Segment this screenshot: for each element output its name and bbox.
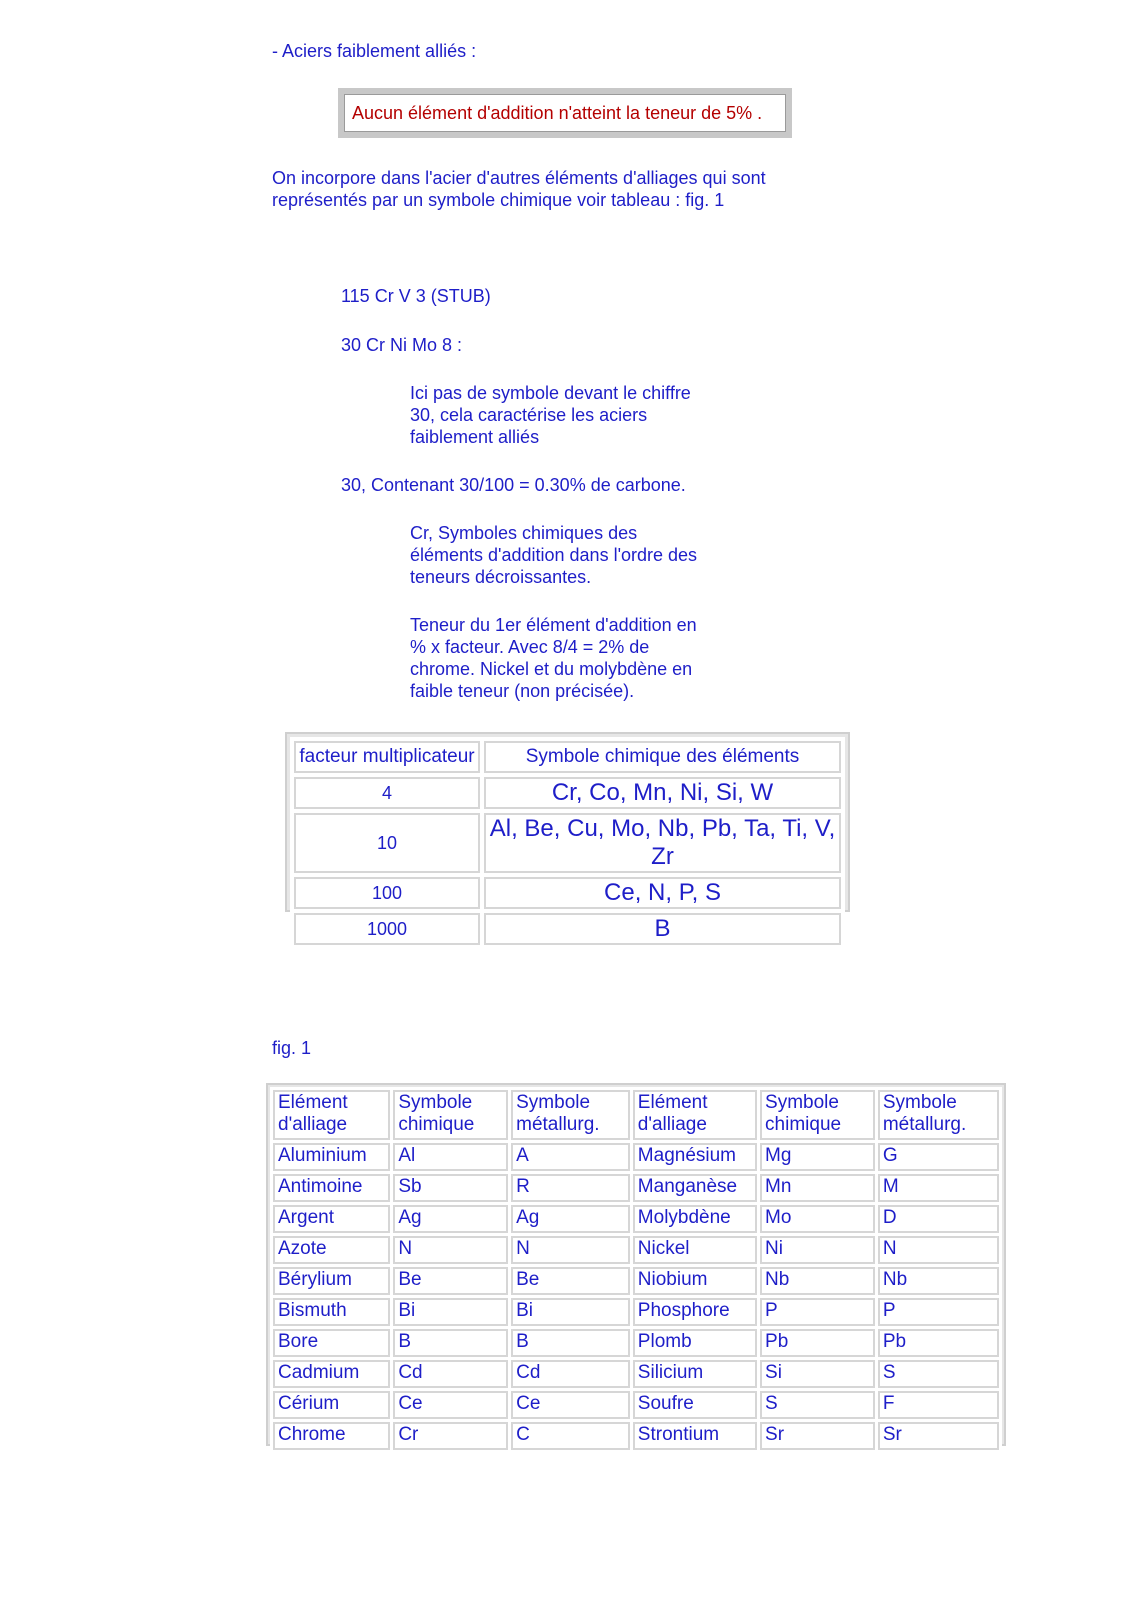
chem-symbol: Ce xyxy=(393,1391,508,1419)
factor-table-frame xyxy=(285,732,850,942)
intro-line: représentés par un symbole chimique voir tableau : fig. 1 xyxy=(272,190,725,210)
header-line: d'alliage xyxy=(278,1114,348,1135)
element-name: Antimoine xyxy=(273,1174,390,1202)
chem-symbol: B xyxy=(393,1329,508,1357)
element-name: Nickel xyxy=(633,1236,757,1264)
chem-symbol-header xyxy=(760,1090,875,1140)
met-symbol: Ag xyxy=(511,1205,630,1233)
chem-symbol: Sr xyxy=(760,1422,875,1450)
header-line: chimique xyxy=(765,1114,842,1135)
table-row xyxy=(273,1360,999,1388)
table-row xyxy=(273,1422,999,1450)
chem-symbol: Bi xyxy=(393,1298,508,1326)
met-symbol-header xyxy=(878,1090,999,1140)
factor-row xyxy=(294,777,841,809)
element-table xyxy=(270,1087,1002,1453)
element-name: Silicium xyxy=(633,1360,757,1388)
met-symbol: S xyxy=(878,1360,999,1388)
table-row xyxy=(273,1267,999,1295)
met-symbol: Cd xyxy=(511,1360,630,1388)
chem-symbol: Ag xyxy=(393,1205,508,1233)
note-no-symbol xyxy=(410,382,691,448)
met-symbol: C xyxy=(511,1422,630,1450)
element-name: Phosphore xyxy=(633,1298,757,1326)
table-row xyxy=(273,1329,999,1357)
met-symbol: G xyxy=(878,1143,999,1171)
element-name: Soufre xyxy=(633,1391,757,1419)
header-line: métallurg. xyxy=(516,1114,600,1135)
element-header xyxy=(273,1090,390,1140)
factor-row xyxy=(294,877,841,909)
chem-symbol-header xyxy=(393,1090,508,1140)
element-name: Bore xyxy=(273,1329,390,1357)
symbols-cell: Cr, Co, Mn, Ni, Si, W xyxy=(484,777,841,809)
section-heading: - Aciers faiblement alliés : xyxy=(272,41,477,61)
factor-cell: 100 xyxy=(294,877,480,909)
element-name: Niobium xyxy=(633,1267,757,1295)
met-symbol: P xyxy=(878,1298,999,1326)
symbols-header: Symbole chimique des éléments xyxy=(484,741,841,773)
element-name: Azote xyxy=(273,1236,390,1264)
table-row xyxy=(273,1298,999,1326)
chem-symbol: Mn xyxy=(760,1174,875,1202)
carbon-content: 30, Contenant 30/100 = 0.30% de carbone. xyxy=(341,475,686,495)
met-symbol: Be xyxy=(511,1267,630,1295)
table-row xyxy=(273,1236,999,1264)
note-line: faible teneur (non précisée). xyxy=(410,681,635,701)
met-symbol: Ce xyxy=(511,1391,630,1419)
chem-symbol: Mo xyxy=(760,1205,875,1233)
met-symbol: M xyxy=(878,1174,999,1202)
header-line: métallurg. xyxy=(882,1114,967,1135)
met-symbol: N xyxy=(511,1236,630,1264)
chem-symbol: P xyxy=(760,1298,875,1326)
met-symbol: A xyxy=(511,1143,630,1171)
element-table-header xyxy=(273,1090,999,1140)
chem-symbol: Nb xyxy=(760,1267,875,1295)
element-name: Strontium xyxy=(633,1422,757,1450)
note-line: éléments d'addition dans l'ordre des xyxy=(410,545,698,565)
element-table-frame xyxy=(266,1083,1006,1446)
element-name: Bérylium xyxy=(273,1267,390,1295)
header-line: d'alliage xyxy=(637,1114,707,1135)
example-crnimo: 30 Cr Ni Mo 8 : xyxy=(341,335,463,355)
element-name: Chrome xyxy=(273,1422,390,1450)
factor-row xyxy=(294,913,841,945)
note-line: % x facteur. Avec 8/4 = 2% de xyxy=(410,637,650,657)
intro-line: On incorpore dans l'acier d'autres éléments d'alliages qui sont xyxy=(272,168,766,188)
note-factor xyxy=(410,614,697,702)
symbols-cell: B xyxy=(484,913,841,945)
factor-table xyxy=(290,737,845,949)
header-line: Symbole xyxy=(398,1092,473,1113)
note-line: teneurs décroissantes. xyxy=(410,567,592,587)
chem-symbol: Al xyxy=(393,1143,508,1171)
met-symbol: Pb xyxy=(878,1329,999,1357)
chem-symbol: Be xyxy=(393,1267,508,1295)
element-name: Cadmium xyxy=(273,1360,390,1388)
symbols-cell: Al, Be, Cu, Mo, Nb, Pb, Ta, Ti, V, Zr xyxy=(484,813,841,873)
element-name: Argent xyxy=(273,1205,390,1233)
warning-box xyxy=(338,88,792,138)
chem-symbol: Si xyxy=(760,1360,875,1388)
met-symbol: Nb xyxy=(878,1267,999,1295)
chem-symbol: Cr xyxy=(393,1422,508,1450)
table-row xyxy=(273,1143,999,1171)
chem-symbol: Mg xyxy=(760,1143,875,1171)
factor-header: facteur multiplicateur xyxy=(294,741,480,773)
chem-symbol: Pb xyxy=(760,1329,875,1357)
table-row xyxy=(273,1205,999,1233)
chem-symbol: Ni xyxy=(760,1236,875,1264)
element-name: Manganèse xyxy=(633,1174,757,1202)
chem-symbol: Sb xyxy=(393,1174,508,1202)
symbols-cell: Ce, N, P, S xyxy=(484,877,841,909)
header-line: Elément xyxy=(637,1092,708,1113)
factor-cell: 4 xyxy=(294,777,480,809)
element-name: Molybdène xyxy=(633,1205,757,1233)
element-name: Magnésium xyxy=(633,1143,757,1171)
header-line: Symbole xyxy=(516,1092,591,1113)
element-name: Bismuth xyxy=(273,1298,390,1326)
note-symbols xyxy=(410,522,697,588)
factor-table-header xyxy=(294,741,841,773)
table-row xyxy=(273,1174,999,1202)
met-symbol: R xyxy=(511,1174,630,1202)
header-line: chimique xyxy=(398,1114,475,1135)
note-line: Cr, Symboles chimiques des xyxy=(410,523,638,543)
note-line: chrome. Nickel et du molybdène en xyxy=(410,659,693,679)
fig-label: fig. 1 xyxy=(272,1038,312,1058)
note-line: Teneur du 1er élément d'addition en xyxy=(410,615,697,635)
warning-text: Aucun élément d'addition n'atteint la teneur de 5% . xyxy=(344,94,786,132)
note-line: 30, cela caractérise les aciers xyxy=(410,405,648,425)
header-line: Symbole xyxy=(882,1092,957,1113)
met-symbol: F xyxy=(878,1391,999,1419)
met-symbol: D xyxy=(878,1205,999,1233)
chem-symbol: N xyxy=(393,1236,508,1264)
note-line: faiblement alliés xyxy=(410,427,540,447)
element-name: Plomb xyxy=(633,1329,757,1357)
chem-symbol: S xyxy=(760,1391,875,1419)
note-line: Ici pas de symbole devant le chiffre xyxy=(410,383,691,403)
intro-paragraph xyxy=(272,167,766,211)
factor-row xyxy=(294,813,841,873)
met-symbol-header xyxy=(511,1090,630,1140)
met-symbol: N xyxy=(878,1236,999,1264)
met-symbol: Bi xyxy=(511,1298,630,1326)
chem-symbol: Cd xyxy=(393,1360,508,1388)
factor-cell: 10 xyxy=(294,813,480,873)
element-name: Cérium xyxy=(273,1391,390,1419)
table-row xyxy=(273,1391,999,1419)
met-symbol: B xyxy=(511,1329,630,1357)
element-name: Aluminium xyxy=(273,1143,390,1171)
example-stub: 115 Cr V 3 (STUB) xyxy=(341,286,491,306)
met-symbol: Sr xyxy=(878,1422,999,1450)
element-header xyxy=(633,1090,757,1140)
header-line: Symbole xyxy=(765,1092,839,1113)
header-line: Elément xyxy=(278,1092,348,1113)
factor-cell: 1000 xyxy=(294,913,480,945)
